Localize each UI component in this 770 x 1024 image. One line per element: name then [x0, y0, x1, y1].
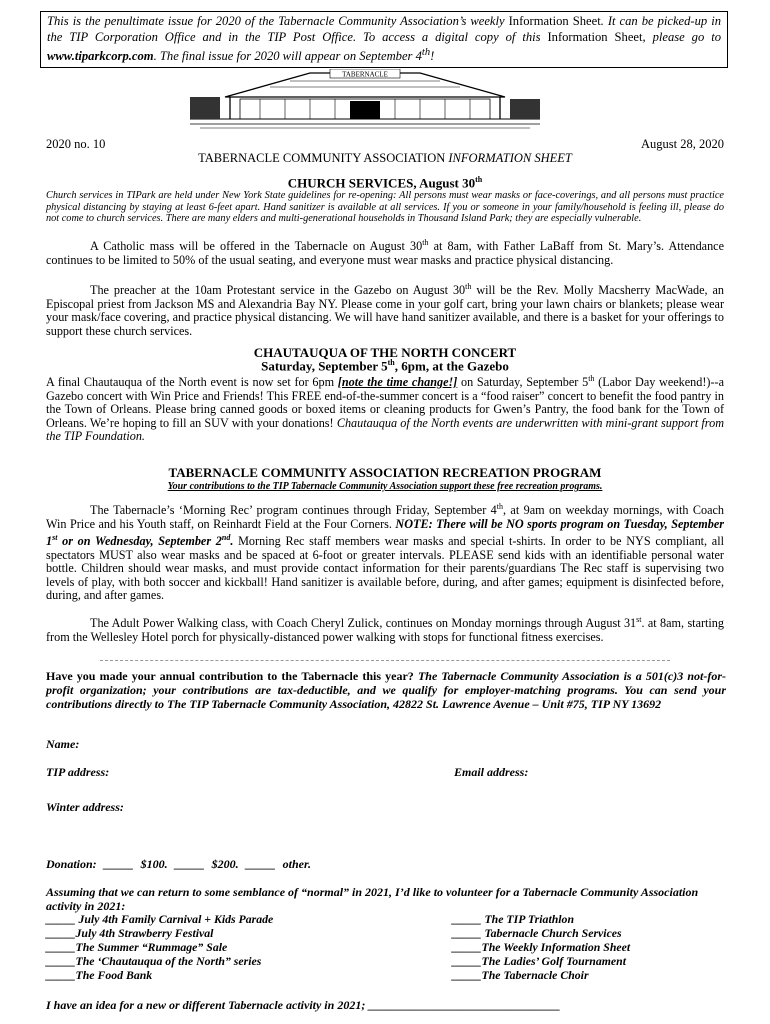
volunteer-option[interactable]: _____The ‘Chautauqua of the North” series: [46, 954, 262, 968]
winter-address-field-label: Winter address:: [46, 800, 124, 814]
contribution-details: The Tabernacle Community Association is a 501(c)3 not-for-profit organization; your contributions are tax-deductible, and we qualify for employer-matching programs. You can send your contributions directly to The TIP Tabernacle Community Association, 42822 St. Lawrence Avenue – Unit #75, TIP NY 13692: [46, 669, 726, 711]
church-guidelines: Church services in TIPark are held under New York State guidelines for re-opening: All persons must wear masks or face-coverings, and all persons must practice physical distancing by staying at least 6-feet apart. Hand sanitizer is available at all services. If you or someone in your family/household is feeling ill, please do not come to church services. There are many elders and multi-generational households in Thousand Island Park; they are especially vulnerable.: [46, 190, 724, 224]
note-a: NOTE: There will be NO sports program on Tuesday, September 1: [46, 516, 724, 549]
volunteer-list-left: [46, 912, 273, 982]
tip-address-field-label: TIP address:: [46, 765, 110, 779]
morning-rec-paragraph: [46, 500, 724, 603]
volunteer-intro: Assuming that we can return to some semblance of “normal” in 2021, I’d like to volunteer for a Tabernacle Community Association activity in 2021:: [46, 885, 699, 913]
volunteer-option[interactable]: _____The Weekly Information Sheet: [452, 940, 631, 954]
volunteer-list-right: [452, 912, 630, 982]
notice-sheet-name: Information Sheet: [508, 14, 601, 28]
note-sup-2: nd: [221, 533, 231, 543]
power-walking-paragraph: [46, 613, 724, 644]
volunteer-option[interactable]: _____ July 4th Family Carnival + Kids Parade: [46, 912, 274, 926]
note-b: or on Wednesday, September 2: [57, 534, 222, 549]
volunteer-option[interactable]: _____ Tabernacle Church Services: [452, 926, 622, 940]
issue-number: 2020 no. 10: [46, 137, 106, 151]
chautauqua-p-b: on Saturday, September 5: [457, 375, 589, 390]
chautauqua-p-sup: th: [588, 374, 595, 383]
logo-sign-text: TABERNACLE: [342, 70, 388, 79]
section-divider: [100, 660, 670, 661]
rec-p1-b: , at 9am on weekday mornings, with Coach Win Price and his Youth staff, on Reinhardt Field at the Four Corners.: [46, 503, 725, 531]
chautauqua-underwriting: Chautauqua of the North events are underwritten with mini-grant support from the TIP Foundation.: [46, 415, 724, 444]
note-sup-1: st: [52, 533, 58, 543]
contribution-paragraph: [46, 669, 726, 711]
catholic-mass-paragraph: [46, 236, 724, 267]
tabernacle-building-illustration: [190, 69, 540, 132]
mass-sup: th: [422, 238, 429, 247]
donation-options: Donation: _____ $100. _____ $200. _____ other.: [46, 857, 312, 871]
distribution-notice: [40, 11, 728, 68]
contribution-lead: Have you made your annual contribution to the Tabernacle this year?: [46, 669, 418, 683]
chautauqua-sub-a: Saturday, September 5: [261, 358, 388, 374]
notice-sup: th: [421, 47, 431, 59]
rec-p1-a: The Tabernacle’s ‘Morning Rec’ program continues through Friday, September 4: [90, 503, 497, 518]
volunteer-option[interactable]: _____The Food Bank: [46, 968, 153, 982]
prot-sup: th: [465, 282, 472, 291]
notice-text-1: This is the penultimate issue for 2020 of the Tabernacle Community Association’s weekly: [47, 14, 509, 28]
church-services-heading: [46, 175, 724, 191]
protestant-service-paragraph: [46, 280, 724, 338]
rec-p1-c: Morning Rec staff members wear masks and special t-shirts. In order to be NYS compliant, all spectators MUST also wear masks and be spaced at 6-foot or greater intervals. PLEASE send kids with an identifiable personal water bottle. Children should wear masks, and must provide contact information for their parents/guardians The Rec staff is supervising two levels of play, with both soccer and kickball! Hand sanitizer is available before, during, and after games; equipment is disinfected before, during, and after games.: [46, 534, 724, 603]
chautauqua-sub-b: , 6pm, at the Gazebo: [394, 358, 509, 374]
notice-text-3: , please go to: [642, 29, 721, 44]
name-field-label: Name:: [46, 737, 80, 751]
notice-text-5: !: [430, 49, 435, 64]
notice-sheet-name-2: Information Sheet: [547, 29, 643, 44]
prot-text-a: The preacher at the 10am Protestant service in the Gazebo on August 30: [90, 283, 466, 298]
prot-text-b: will be the Rev. Molly Macsherry MacWade, an Episcopal priest from Jackson MS and Alexandria Bay NY. Please come in your golf cart, bring your lawn chairs or blankets; please wear your mask/face covering, and practice physical distancing. We will have hand sanitizer available, and there is a basket for your offerings to support these church services.: [46, 283, 725, 338]
note-c: .: [230, 534, 234, 549]
sheet-name: INFORMATION SHEET: [448, 151, 572, 165]
email-field-label: Email address:: [454, 765, 529, 779]
chautauqua-p-a: A final Chautauqua of the North event is now set for 6pm: [46, 375, 338, 390]
activity-idea-prompt[interactable]: I have an idea for a new or different Tabernacle activity in 2021; ________________________________: [46, 998, 561, 1012]
mass-text-b: at 8am, with Father LaBaff from St. Mary’s. Attendance continues to be limited to 50% of the usual seating, and everyone must wear masks and practice physical distancing.: [46, 239, 724, 267]
association-title: [46, 151, 724, 166]
rec-p1-sup: th: [496, 502, 503, 511]
issue-line: [46, 137, 724, 152]
chautauqua-p-c: (Labor Day weekend!)--a Gazebo concert with Win Price and Friends! This FREE end-of-the-summer concert is a “food raiser” concert to benefit the food pantry in the Town of Orleans. Please bring canned goods or boxed items or cleaning products for Gwen’s Pantry, the food bank for the Town of Orleans. We’re hoping to fill an SUV with your donations!: [46, 375, 725, 430]
volunteer-option[interactable]: _____July 4th Strawberry Festival: [46, 926, 214, 940]
mass-text-a: A Catholic mass will be offered in the Tabernacle on August 30: [90, 239, 423, 254]
volunteer-option[interactable]: _____ The TIP Triathlon: [452, 912, 575, 926]
recreation-subheading: Your contributions to the TIP Tabernacle Community Association support these free recreation programs.: [167, 481, 603, 492]
website-link[interactable]: www.tiparkcorp.com: [47, 49, 154, 64]
volunteer-option[interactable]: _____The Ladies’ Golf Tournament: [452, 954, 627, 968]
chautauqua-paragraph: [46, 372, 724, 444]
volunteer-option[interactable]: _____The Tabernacle Choir: [452, 968, 589, 982]
issue-date: August 28, 2020: [641, 137, 724, 151]
rec-p2-a: The Adult Power Walking class, with Coach Cheryl Zulick, continues on Monday mornings through August 31: [90, 616, 637, 631]
recreation-heading: TABERNACLE COMMUNITY ASSOCIATION RECREATION PROGRAM: [168, 465, 602, 480]
rec-p2-sup: st: [636, 615, 642, 624]
time-change-note: [note the time change!]: [337, 375, 458, 390]
notice-text-2: . It can be picked-up in the TIP Corporation Office and in the TIP Post Office. To access a digital copy of this: [47, 14, 721, 44]
chautauqua-sub-sup: th: [387, 358, 395, 367]
church-title-sup: th: [475, 175, 483, 184]
volunteer-option[interactable]: _____The Summer “Rummage” Sale: [46, 940, 228, 954]
chautauqua-heading: CHAUTAUQUA OF THE NORTH CONCERT: [253, 345, 517, 360]
association-name: TABERNACLE COMMUNITY ASSOCIATION: [198, 151, 449, 165]
rec-p2-b: . at 8am, starting from the Wellesley Hotel porch for physically-distanced power walking with stops for functional fitness exercises.: [46, 616, 724, 644]
church-title-text: CHURCH SERVICES, August 30: [287, 175, 476, 191]
notice-text-4: . The final issue for 2020 will appear on September 4: [153, 49, 422, 64]
